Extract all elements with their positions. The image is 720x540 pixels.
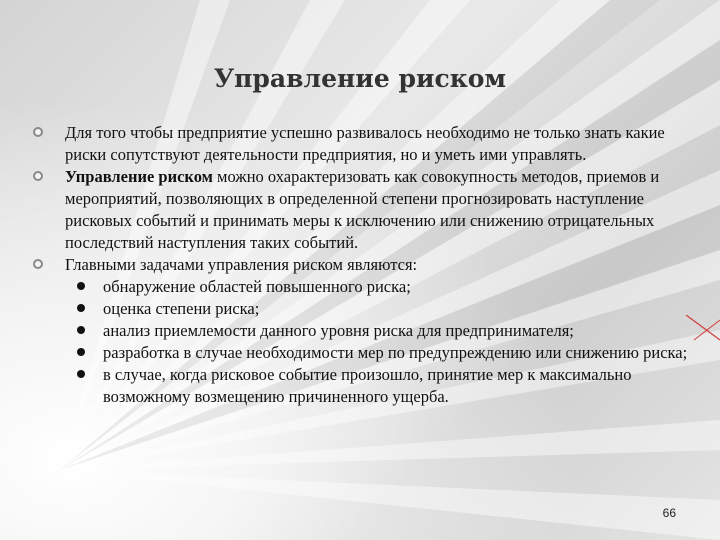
task-text: разработка в случае необходимости мер по предупреждению или снижению риска; bbox=[103, 343, 688, 362]
bullet-bold-term: Управление риском bbox=[65, 167, 213, 186]
task-text: в случае, когда рисковое событие произошло, принятие мер к максимально возможному возмещению причиненного ущерба. bbox=[103, 365, 632, 406]
bullet-icon bbox=[77, 326, 85, 334]
bullet-icon bbox=[77, 370, 85, 378]
slide-content bbox=[30, 122, 690, 408]
bullet-icon bbox=[77, 282, 85, 290]
bullet-item bbox=[30, 122, 690, 166]
task-text: анализ приемлемости данного уровня риска для предпринимателя; bbox=[103, 321, 574, 340]
task-item bbox=[75, 364, 690, 408]
task-text: обнаружение областей повышенного риска; bbox=[103, 277, 411, 296]
task-list bbox=[65, 276, 690, 408]
page-number: 66 bbox=[662, 506, 676, 520]
bullet-icon bbox=[33, 171, 43, 181]
bullet-text: можно охарактеризовать как совокупность методов, приемов и мероприятий, позволяющих в определенной степени прогнозировать наступление рисковых событий и принимать меры к исключению или снижению отрицательных последствий наступления таких событий. bbox=[65, 167, 660, 252]
bullet-icon bbox=[77, 304, 85, 312]
bullet-icon bbox=[33, 127, 43, 137]
task-item bbox=[75, 298, 690, 320]
bullet-text: Для того чтобы предприятие успешно развивалось необходимо не только знать какие риски сопутствуют деятельности предприятия, но и уметь ими управлять. bbox=[65, 123, 665, 164]
bullet-icon bbox=[77, 348, 85, 356]
slide-title: Управление риском bbox=[213, 64, 507, 93]
bullet-list bbox=[30, 122, 690, 408]
task-item bbox=[75, 320, 690, 342]
task-item bbox=[75, 276, 690, 298]
bullet-item bbox=[30, 254, 690, 408]
bullet-item bbox=[30, 166, 690, 254]
task-text: оценка степени риска; bbox=[103, 299, 260, 318]
bullet-text: Главными задачами управления риском являются: bbox=[65, 255, 418, 274]
bullet-icon bbox=[33, 259, 43, 269]
task-item bbox=[75, 342, 690, 364]
